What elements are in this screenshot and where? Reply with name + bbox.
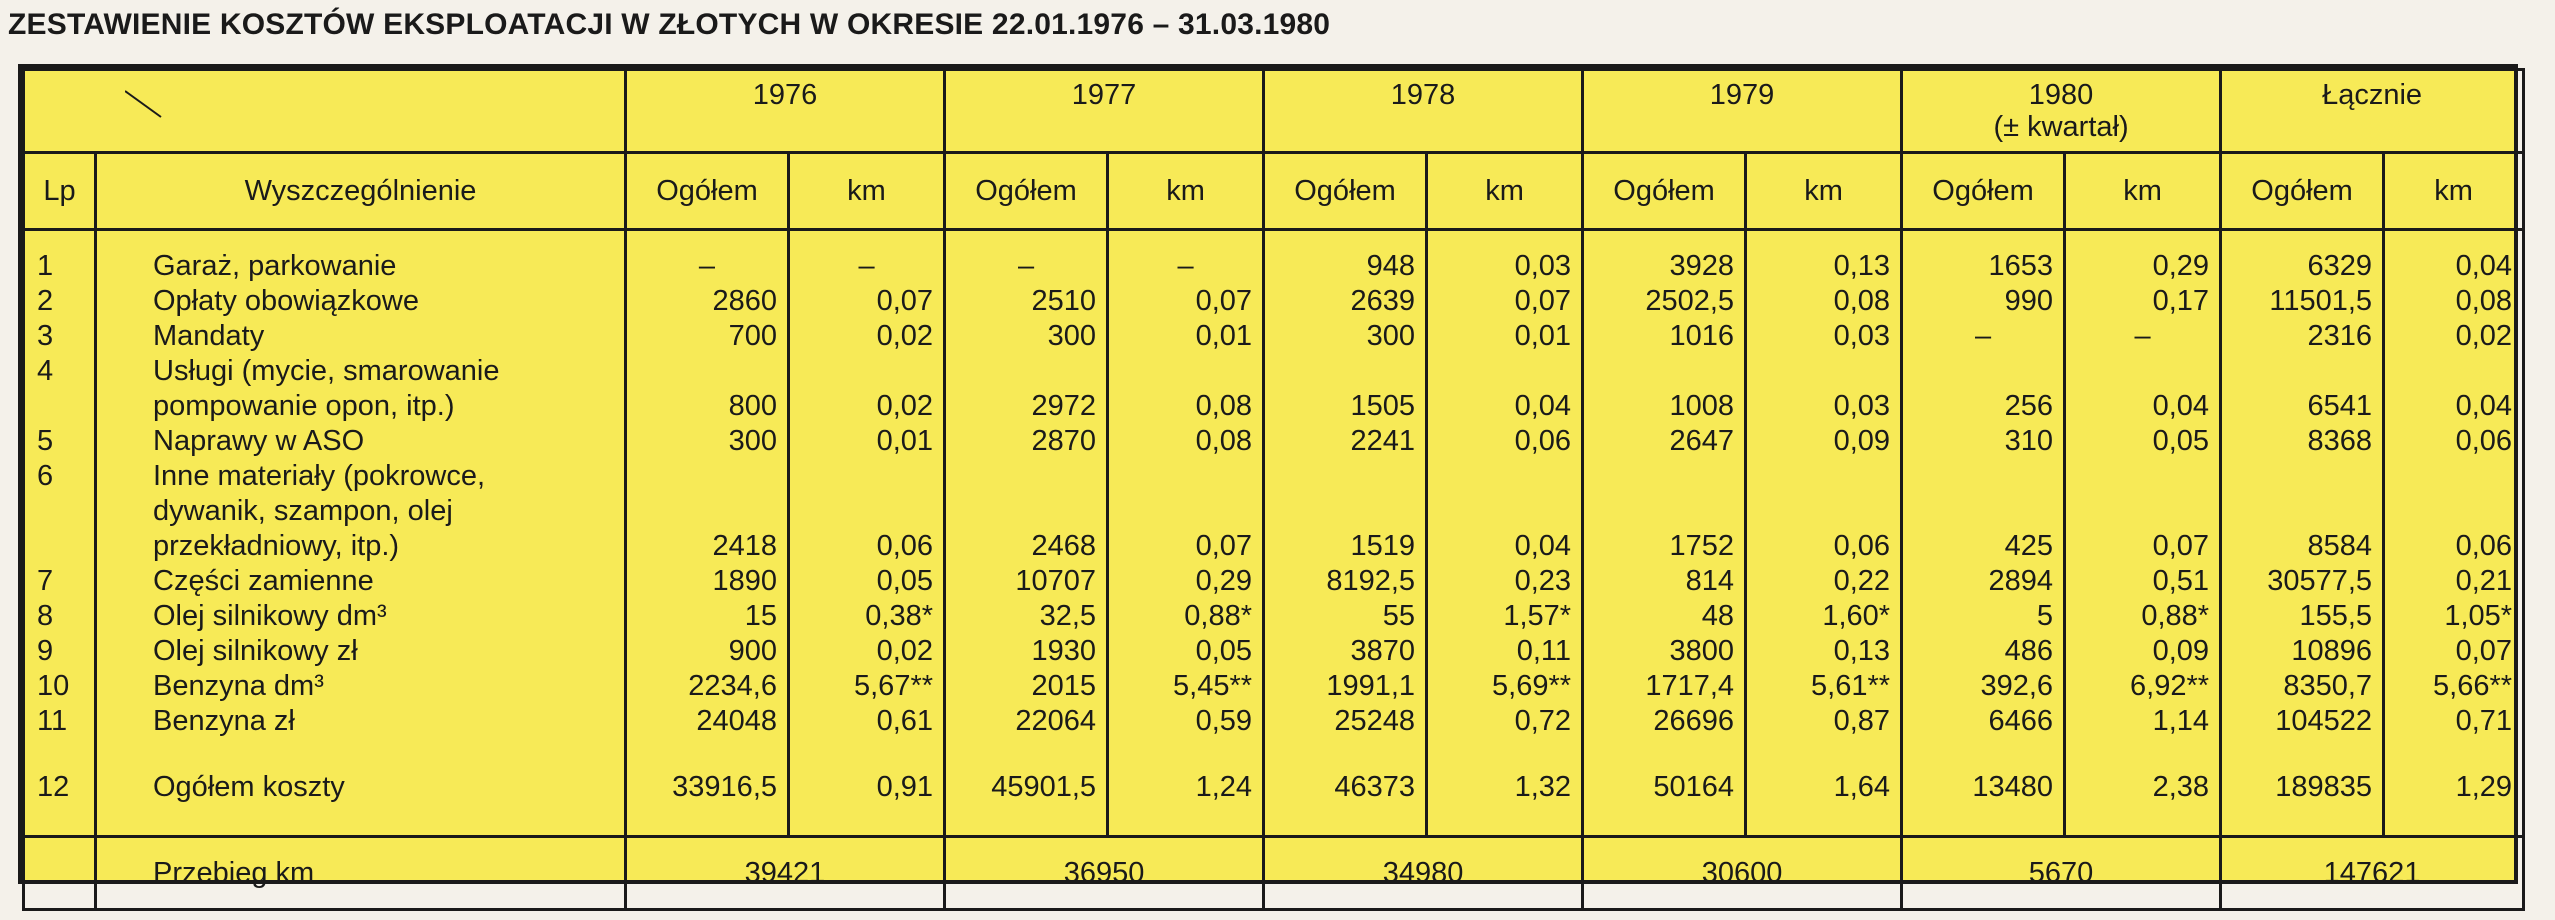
row-value: 0,13	[1833, 635, 1891, 667]
row-value: 8192,5	[1326, 565, 1416, 597]
row-value: 24048	[696, 705, 777, 737]
row-value: 1717,4	[1645, 670, 1735, 702]
mileage-total: 147621	[2221, 837, 2524, 910]
row-value: 15	[744, 600, 777, 632]
total-1978-ogolem: 46373	[1264, 739, 1427, 837]
row-value: 0,05	[1195, 635, 1253, 667]
year-header-1980: 1980 (± kwartał)	[1902, 70, 2221, 153]
row-value-spacer	[2395, 354, 2512, 389]
row-value-spacer	[1438, 494, 1571, 529]
row-value: –	[1177, 250, 1194, 282]
row-value: 30577,5	[2267, 565, 2373, 597]
row-description: Benzyna zł	[153, 705, 295, 737]
row-value-spacer	[1275, 494, 1415, 529]
col-1976-km	[789, 230, 945, 740]
row-value: 0,06	[1514, 425, 1572, 457]
row-description: Części zamienne	[153, 565, 374, 597]
row-value: 3928	[1669, 250, 1735, 282]
row-value: 0,23	[1514, 565, 1572, 597]
row-value: 0,22	[1833, 565, 1891, 597]
row-value-spacer	[637, 459, 777, 494]
year-header-1978: 1978	[1264, 70, 1583, 153]
row-value: 0,05	[2152, 425, 2210, 457]
col-1980-ogolem	[1902, 230, 2065, 740]
col-1978-km	[1427, 230, 1583, 740]
row-value: 5,66**	[2433, 670, 2513, 702]
row-value: 0,13	[1833, 250, 1891, 282]
row-value: 0,06	[1833, 530, 1891, 562]
row-lp: 6	[37, 460, 54, 492]
total-1978-km: 1,32	[1427, 739, 1583, 837]
row-value: 2316	[2307, 320, 2373, 352]
total-sum-km: 1,29	[2384, 739, 2524, 837]
row-value: 8584	[2307, 530, 2373, 562]
row-value: 0,08	[1833, 285, 1891, 317]
row-value-spacer	[800, 354, 933, 389]
row-value: 2647	[1669, 425, 1735, 457]
row-value: 0,09	[1833, 425, 1891, 457]
row-value: 0,02	[876, 390, 934, 422]
row-value-spacer	[1438, 354, 1571, 389]
row-value: 948	[1366, 250, 1416, 282]
row-value: 2241	[1350, 425, 1416, 457]
row-value-spacer	[2232, 459, 2372, 494]
row-value: 0,02	[876, 320, 934, 352]
row-value: 0,08	[1195, 425, 1253, 457]
row-value: 0,88*	[1184, 600, 1253, 632]
row-value: 1752	[1669, 530, 1735, 562]
mileage-1978: 34980	[1264, 837, 1583, 910]
row-value-spacer	[2076, 459, 2209, 494]
row-value-spacer	[1119, 459, 1252, 494]
desc-header: Wyszczególnienie	[96, 153, 626, 230]
row-value: –	[858, 250, 875, 282]
row-value: 990	[2004, 285, 2054, 317]
total-sum-ogolem: 189835	[2221, 739, 2384, 837]
row-value: 814	[1685, 565, 1735, 597]
row-lp: 8	[37, 600, 54, 632]
row-description: Olej silnikowy zł	[153, 635, 358, 667]
row-description: Opłaty obowiązkowe	[153, 285, 419, 317]
row-description: Usługi (mycie, smarowanie	[153, 355, 500, 387]
row-value: 0,02	[2455, 320, 2513, 352]
row-value: 0,05	[876, 565, 934, 597]
row-value: 2860	[712, 285, 777, 317]
col-1979-ogolem	[1583, 230, 1746, 740]
mileage-label: Przebieg km	[96, 837, 626, 910]
row-lp: 2	[37, 285, 54, 317]
row-value: 0,17	[2152, 285, 2210, 317]
row-value: 1,05*	[2444, 600, 2513, 632]
row-value: 6541	[2307, 390, 2373, 422]
row-value-spacer	[1757, 459, 1890, 494]
row-value-spacer	[2076, 354, 2209, 389]
row-value: 0,07	[876, 285, 934, 317]
row-value: 0,61	[876, 705, 934, 737]
row-value-spacer	[2395, 459, 2512, 494]
row-lp-spacer	[25, 494, 94, 529]
row-value-spacer	[1275, 459, 1415, 494]
row-value: 2894	[1988, 565, 2054, 597]
cost-table-container	[18, 64, 2518, 889]
year-header-row	[24, 70, 2524, 153]
row-value: 0,03	[1833, 390, 1891, 422]
km-header: km	[2065, 153, 2221, 230]
row-value: 5,69**	[1492, 670, 1572, 702]
row-value: 0,11	[1516, 635, 1572, 667]
row-value: 10707	[1015, 565, 1097, 597]
row-value: 0,02	[876, 635, 934, 667]
row-value: 32,5	[1039, 600, 1097, 632]
row-value: 22064	[1015, 705, 1097, 737]
row-value-spacer	[800, 459, 933, 494]
row-value: 48	[1701, 600, 1735, 632]
row-description: pompowanie opon, itp.)	[153, 390, 455, 422]
row-value: 1930	[1031, 635, 1097, 667]
row-lp: 3	[37, 320, 54, 352]
total-1976-km: 0,91	[789, 739, 945, 837]
row-value: 1505	[1350, 390, 1416, 422]
row-value-spacer	[1757, 354, 1890, 389]
row-value-spacer	[1757, 494, 1890, 529]
row-value-spacer	[956, 494, 1096, 529]
ogolem-header: Ogółem	[945, 153, 1108, 230]
row-value: 392,6	[1980, 670, 2054, 702]
cost-table	[22, 68, 2525, 911]
row-value: 0,29	[2152, 250, 2210, 282]
row-value: 5,45**	[1173, 670, 1253, 702]
col-1980-km	[2065, 230, 2221, 740]
row-value: 2510	[1031, 285, 1097, 317]
row-value: 3800	[1669, 635, 1735, 667]
km-header: km	[1746, 153, 1902, 230]
mileage-1980: 5670	[1902, 837, 2221, 910]
row-value: 1991,1	[1326, 670, 1416, 702]
km-header: km	[789, 153, 945, 230]
row-value-spacer	[1594, 354, 1734, 389]
row-lp: 4	[37, 355, 54, 387]
row-value-spacer	[1913, 459, 2053, 494]
row-value: 6,92**	[2130, 670, 2210, 702]
row-value: 300	[1047, 320, 1097, 352]
row-value: 0,04	[1514, 390, 1572, 422]
ogolem-header: Ogółem	[1264, 153, 1427, 230]
row-value: 0,87	[1833, 705, 1891, 737]
row-value: 300	[1366, 320, 1416, 352]
row-value: 0,04	[1514, 530, 1572, 562]
row-value: 155,5	[2299, 600, 2373, 632]
row-value: 2972	[1031, 390, 1097, 422]
row-value: 0,51	[2152, 565, 2210, 597]
row-value-spacer	[1438, 459, 1571, 494]
total-desc: Ogółem koszty	[96, 739, 626, 837]
row-value: 0,07	[1514, 285, 1572, 317]
year-header-1977: 1977	[945, 70, 1264, 153]
total-lp: 12	[24, 739, 96, 837]
corner-cell	[24, 70, 626, 153]
row-value: 310	[2004, 425, 2054, 457]
row-lp: 1	[37, 250, 54, 282]
row-value: 0,01	[1195, 320, 1253, 352]
row-description: Inne materiały (pokrowce,	[153, 460, 486, 492]
lp-column	[24, 230, 96, 740]
total-row	[24, 739, 2524, 837]
row-value: 0,06	[2455, 425, 2513, 457]
row-value: 55	[1382, 600, 1416, 632]
total-1980-km: 2,38	[2065, 739, 2221, 837]
row-value-spacer	[2232, 354, 2372, 389]
col-total-ogolem	[2221, 230, 2384, 740]
row-value-spacer	[2395, 494, 2512, 529]
row-value: 0,07	[2152, 530, 2210, 562]
col-1978-ogolem	[1264, 230, 1427, 740]
row-value: 700	[728, 320, 777, 352]
year-header-1979: 1979	[1583, 70, 1902, 153]
row-value: 0,08	[2455, 285, 2513, 317]
corner-diagonal	[125, 87, 205, 127]
row-value: 2015	[1031, 670, 1097, 702]
row-value: 1016	[1669, 320, 1735, 352]
col-1977-km	[1108, 230, 1264, 740]
row-value-spacer	[637, 354, 777, 389]
row-value: 25248	[1334, 705, 1416, 737]
row-value: 256	[2004, 390, 2054, 422]
total-1977-ogolem: 45901,5	[945, 739, 1108, 837]
mileage-lp-empty	[24, 837, 96, 910]
row-value-spacer	[637, 494, 777, 529]
row-value: 0,03	[1833, 320, 1891, 352]
row-value: 5	[2036, 600, 2054, 632]
mileage-1976: 39421	[626, 837, 945, 910]
mileage-row	[24, 837, 2524, 910]
km-header: km	[2384, 153, 2524, 230]
row-value: 0,07	[2455, 635, 2513, 667]
row-value: 1653	[1988, 250, 2054, 282]
lp-header: Lp	[24, 153, 96, 230]
row-value: 0,04	[2455, 390, 2513, 422]
year-header-1976: 1976	[626, 70, 945, 153]
table-title: ZESTAWIENIE KOSZTÓW EKSPLOATACJI W ZŁOTYCH W OKRESIE 22.01.1976 – 31.03.1980	[8, 8, 1331, 41]
row-value: 5,67**	[854, 670, 934, 702]
km-header: km	[1427, 153, 1583, 230]
row-description: przekładniowy, itp.)	[153, 530, 400, 562]
km-header: km	[1108, 153, 1264, 230]
row-lp: 9	[37, 635, 54, 667]
row-value: 0,38*	[865, 600, 934, 632]
row-value: 800	[728, 390, 777, 422]
row-value: –	[2134, 320, 2151, 352]
row-value-spacer	[956, 459, 1096, 494]
year-header-total: Łącznie	[2221, 70, 2524, 153]
row-value: 1890	[712, 565, 777, 597]
row-value: 0,06	[876, 530, 934, 562]
row-value: 1519	[1350, 530, 1416, 562]
row-value: 0,06	[2455, 530, 2513, 562]
total-1976-ogolem: 33916,5	[626, 739, 789, 837]
row-value: 2234,6	[688, 670, 777, 702]
row-value: 300	[728, 425, 777, 457]
row-value: 0,04	[2152, 390, 2210, 422]
row-value: 0,04	[2455, 250, 2513, 282]
row-lp: 11	[37, 705, 68, 737]
row-value: 1,14	[2152, 705, 2210, 737]
row-value-spacer	[1913, 354, 2053, 389]
row-value-spacer	[800, 494, 933, 529]
row-lp: 7	[37, 565, 54, 597]
mileage-1977: 36950	[945, 837, 1264, 910]
row-value: 2502,5	[1645, 285, 1735, 317]
row-value-spacer	[2076, 494, 2209, 529]
row-value: 0,71	[2455, 705, 2513, 737]
row-value-spacer	[1119, 354, 1252, 389]
row-value: 8350,7	[2283, 670, 2373, 702]
row-value: 486	[2004, 635, 2054, 667]
ogolem-header: Ogółem	[2221, 153, 2384, 230]
data-block-row	[24, 230, 2524, 740]
row-value: 104522	[2275, 705, 2373, 737]
row-description: Naprawy w ASO	[153, 425, 365, 457]
row-description: Olej silnikowy dm³	[153, 600, 387, 632]
desc-column	[96, 230, 626, 740]
row-value: 1,57*	[1503, 600, 1572, 632]
total-1980-ogolem: 13480	[1902, 739, 2065, 837]
row-value: 10896	[2291, 635, 2373, 667]
col-1977-ogolem	[945, 230, 1108, 740]
row-value: 1,60*	[1822, 600, 1891, 632]
row-value: 8368	[2307, 425, 2373, 457]
row-value-spacer	[956, 354, 1096, 389]
row-value: 0,29	[1195, 565, 1253, 597]
row-value: –	[698, 250, 716, 282]
row-value: 0,07	[1195, 530, 1253, 562]
row-value: 1008	[1669, 390, 1735, 422]
row-value: 6329	[2307, 250, 2373, 282]
row-description: Benzyna dm³	[153, 670, 324, 702]
row-lp-spacer	[25, 529, 94, 564]
mileage-1979: 30600	[1583, 837, 1902, 910]
row-value-spacer	[2232, 494, 2372, 529]
row-value: 0,07	[1195, 285, 1253, 317]
row-value: –	[1017, 250, 1035, 282]
row-lp-spacer	[25, 389, 94, 424]
row-value: 0,72	[1514, 705, 1572, 737]
row-value: 0,08	[1195, 390, 1253, 422]
row-value: 26696	[1653, 705, 1735, 737]
row-value: 0,01	[1514, 320, 1572, 352]
row-description: Mandaty	[153, 320, 265, 352]
col-1976-ogolem	[626, 230, 789, 740]
row-value: 0,01	[876, 425, 934, 457]
row-value: 900	[728, 635, 777, 667]
row-lp: 10	[37, 670, 70, 702]
row-value: 5,61**	[1811, 670, 1891, 702]
row-value: 3870	[1350, 635, 1416, 667]
row-value: 2870	[1031, 425, 1097, 457]
row-description: dywanik, szampon, olej	[153, 495, 453, 527]
row-value: 0,03	[1514, 250, 1572, 282]
total-1977-km: 1,24	[1108, 739, 1264, 837]
sub-header-row	[24, 153, 2524, 230]
row-value: 0,09	[2152, 635, 2210, 667]
row-value: 6466	[1988, 705, 2054, 737]
row-value: 0,21	[2455, 565, 2513, 597]
row-value: 2639	[1350, 285, 1416, 317]
row-value: 2418	[712, 530, 777, 562]
ogolem-header: Ogółem	[626, 153, 789, 230]
row-value-spacer	[1275, 354, 1415, 389]
row-value-spacer	[1594, 459, 1734, 494]
ogolem-header: Ogółem	[1902, 153, 2065, 230]
total-1979-ogolem: 50164	[1583, 739, 1746, 837]
ogolem-header: Ogółem	[1583, 153, 1746, 230]
row-value-spacer	[1594, 494, 1734, 529]
row-value: 425	[2004, 530, 2054, 562]
col-1979-km	[1746, 230, 1902, 740]
row-value: –	[1974, 320, 1992, 352]
row-value-spacer	[1913, 494, 2053, 529]
row-description: Garaż, parkowanie	[153, 250, 397, 282]
row-value: 0,59	[1195, 705, 1253, 737]
row-value-spacer	[1119, 494, 1252, 529]
row-value: 11501,5	[2269, 285, 2373, 317]
row-value: 2468	[1031, 530, 1097, 562]
row-lp: 5	[37, 425, 54, 457]
total-1979-km: 1,64	[1746, 739, 1902, 837]
col-total-km	[2384, 230, 2524, 740]
row-value: 0,88*	[2141, 600, 2210, 632]
